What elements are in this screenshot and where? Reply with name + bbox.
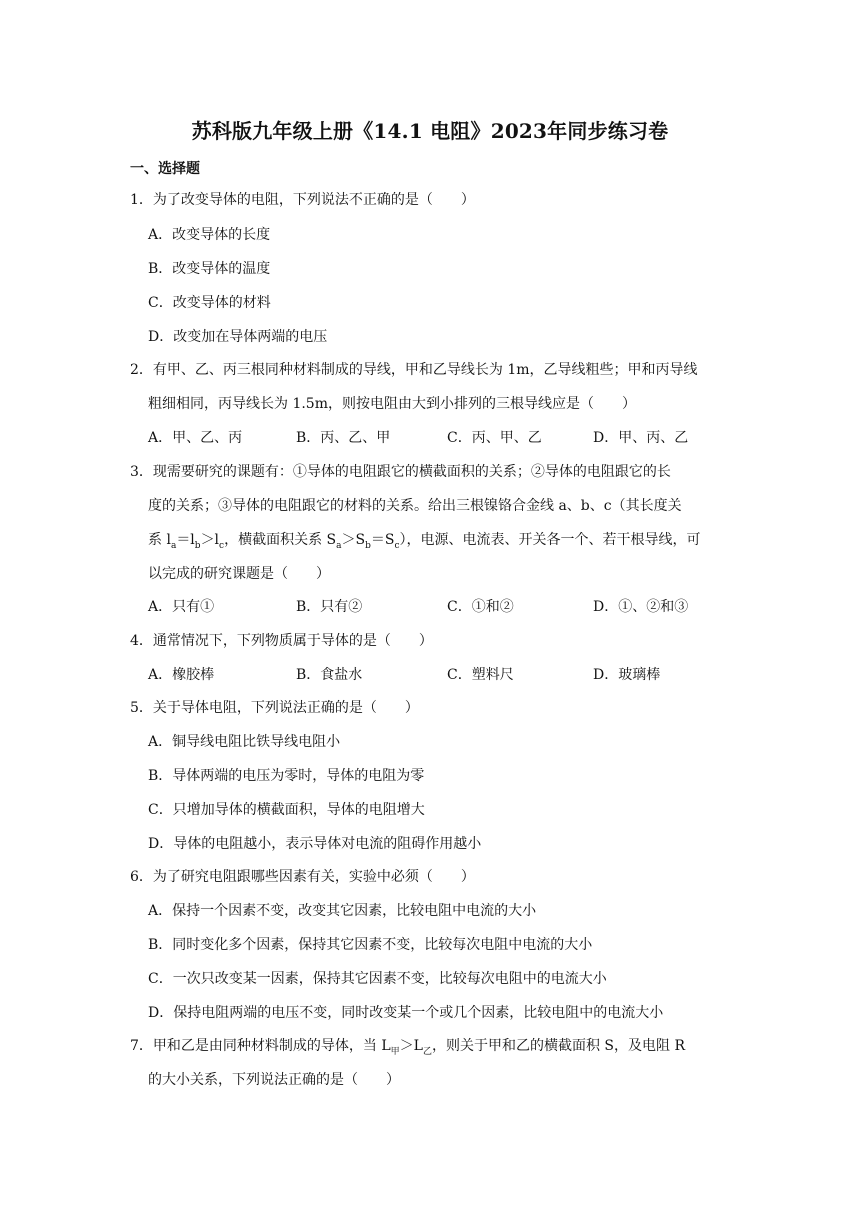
question-2-option-a: A．甲、乙、丙	[148, 430, 243, 446]
text-fragment: 系 l	[148, 532, 171, 548]
question-4-option-d: D．玻璃棒	[593, 667, 661, 683]
text-fragment: ，则关于甲和乙的横截面积 S，及电阻 R	[431, 1038, 686, 1054]
question-1-option-c: C．改变导体的材料	[148, 295, 271, 311]
question-1-option-d: D．改变加在导体两端的电压	[148, 329, 328, 345]
text-fragment: ，横截面积关系 S	[224, 532, 337, 548]
question-3-stem-line-1: 3．现需要研究的课题有：①导体的电阻跟它的横截面积的关系；②导体的电阻跟它的长	[130, 464, 671, 480]
question-5-option-a: A．铜导线电阻比铁导线电阻小	[148, 734, 341, 750]
text-fragment: ＞L	[399, 1038, 423, 1054]
question-5-option-c: C．只增加导体的横截面积，导体的电阻增大	[148, 802, 425, 818]
section-heading: 一、选择题	[130, 161, 200, 177]
question-3-option-c: C．①和②	[447, 599, 514, 615]
question-5-stem: 5．关于导体电阻，下列说法正确的是（ ）	[130, 700, 419, 716]
question-3-option-d: D．①、②和③	[593, 599, 689, 615]
text-fragment: ＞S	[341, 532, 366, 548]
question-6-option-b: B．同时变化多个因素，保持其它因素不变，比较每次电阻中电流的大小	[148, 937, 593, 953]
question-2-option-d: D．甲、丙、乙	[593, 430, 689, 446]
question-3-option-b: B．只有②	[296, 599, 363, 615]
question-2-stem-line-2: 粗细相同，丙导线长为 1.5m，则按电阻由大到小排列的三根导线应是（ ）	[148, 396, 636, 412]
subscript-b: b	[194, 540, 201, 551]
question-6-option-c: C．一次只改变某一因素，保持其它因素不变，比较每次电阻中的电流大小	[148, 971, 607, 987]
text-fragment: 7．甲和乙是由同种材料制成的导体，当 L	[130, 1038, 391, 1054]
question-5-option-d: D．导体的电阻越小，表示导体对电流的阻碍作用越小	[148, 836, 482, 852]
question-4-option-a: A．橡胶棒	[148, 667, 215, 683]
subscript-b: b	[365, 540, 371, 551]
question-3-stem-line-4: 以完成的研究课题是（ ）	[148, 566, 330, 582]
question-6-stem: 6．为了研究电阻跟哪些因素有关，实验中必须（ ）	[130, 869, 475, 885]
question-3-options	[148, 597, 748, 617]
question-1-stem: 1．为了改变导体的电阻，下列说法不正确的是（ ）	[130, 192, 475, 208]
question-4-option-b: B．食盐水	[296, 667, 363, 683]
question-5-option-b: B．导体两端的电压为零时，导体的电阻为零	[148, 768, 425, 784]
subscript-c: c	[219, 540, 225, 551]
question-2-options	[148, 428, 748, 448]
question-6-option-a: A．保持一个因素不变，改变其它因素，比较电阻中电流的大小	[148, 903, 537, 919]
question-4-stem: 4．通常情况下，下列物质属于导体的是（ ）	[130, 633, 433, 649]
subscript-a: a	[170, 540, 177, 551]
question-3-stem-line-2: 度的关系；③导体的电阻跟它的材料的关系。给出三根镍铬合金线 a、b、c（其长度关	[148, 498, 682, 514]
question-3-option-a: A．只有①	[148, 599, 215, 615]
question-2-stem-line-1: 2．有甲、乙、丙三根同种材料制成的导线，甲和乙导线长为 1m，乙导线粗些；甲和丙导线	[130, 362, 698, 378]
page-title: 苏科版九年级上册《14.1 电阻》2023年同步练习卷	[191, 119, 669, 143]
question-2-option-b: B．丙、乙、甲	[296, 430, 391, 446]
text-fragment: ＝S	[370, 532, 395, 548]
question-1-option-b: B．改变导体的温度	[148, 261, 271, 277]
subscript-yi: 乙	[422, 1046, 432, 1057]
question-1-option-a: A．改变导体的长度	[148, 227, 271, 243]
text-fragment: ），电源、电流表、开关各一个、若干根导线，可	[399, 532, 701, 548]
question-7-stem-line-2: 的大小关系，下列说法正确的是（ ）	[148, 1072, 400, 1088]
question-6-option-d: D．保持电阻两端的电压不变，同时改变某一个或几个因素，比较电阻中的电流大小	[148, 1005, 664, 1021]
text-fragment: ＝l	[176, 532, 195, 548]
question-2-option-c: C．丙、甲、乙	[447, 430, 542, 446]
question-4-options	[148, 665, 748, 685]
text-fragment: ＞l	[200, 532, 220, 548]
subscript-a: a	[336, 540, 342, 551]
subscript-jia: 甲	[390, 1046, 400, 1057]
subscript-c: c	[394, 540, 400, 551]
question-4-option-c: C．塑料尺	[447, 667, 514, 683]
question-3-stem-line-3	[148, 530, 701, 556]
question-7-stem-line-1	[130, 1036, 685, 1062]
